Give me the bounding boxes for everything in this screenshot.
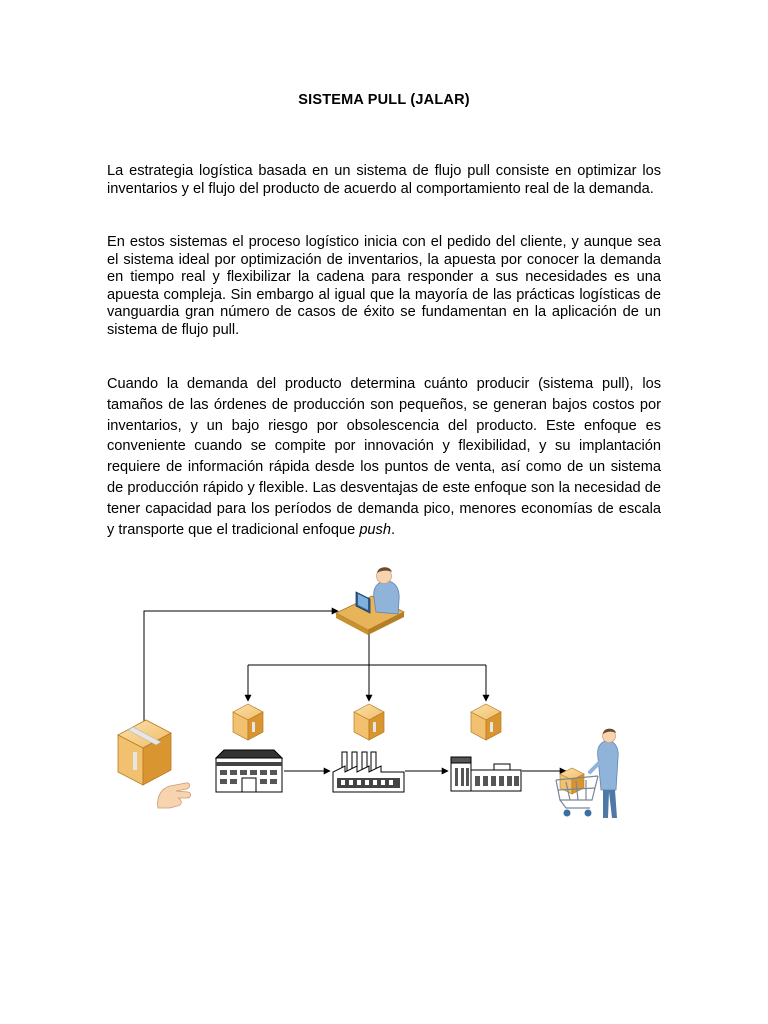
package-icon bbox=[471, 704, 501, 740]
paragraph-process: En estos sistemas el proceso logístico inicia con el pedido del cliente, y aunque sea el sistema ideal por optimización de inventarios, la apuesta por conocer la demanda en tiempo real y flexibilizar la cadena para responder a sus necesidades es una apuesta compleja. Sin embargo al igual que la mayoría de las prácticas logísticas de vanguardia gran número de casos de éxito se fundamentan en la aplicación de un sistema de flujo pull. bbox=[107, 234, 661, 338]
paragraph-advantages-text: Cuando la demanda del producto determina cuánto producir (sistema pull), los tamaños de las órdenes de producción son pequeños, se generan bajos costos por inventarios, y un bajo riesgo por obsolescencia del producto. Este enfoque es conveniente cuando se compite por innovación y flexibilidad, y su implantación requiere de información rápida desde los puntos de venta, así como de un sistema de producción rápido y flexible. Las desventajas de este enfoque son la necesidad de tener capacidad para los períodos de demanda pico, menores economías de escala y transporte que el tradicional enfoque bbox=[107, 376, 661, 538]
package-icon bbox=[118, 720, 171, 785]
package-icon bbox=[233, 704, 263, 740]
push-emphasis: push bbox=[359, 521, 391, 538]
paragraph-advantages-end: . bbox=[390, 521, 396, 538]
warehouse-icon bbox=[216, 750, 282, 792]
paragraph-intro: La estrategia logística basada en un sistema de flujo pull consiste en optimizar los inventarios y el flujo del producto de acuerdo al comportamiento real de la demanda. bbox=[107, 163, 661, 197]
package-icon bbox=[354, 704, 384, 740]
page-title: SISTEMA PULL (JALAR) bbox=[298, 92, 470, 108]
shopping-cart-customer-icon bbox=[556, 729, 618, 818]
distribution-center-icon bbox=[451, 757, 521, 791]
office-worker-icon bbox=[336, 567, 404, 635]
order-line bbox=[144, 611, 338, 724]
pointing-hand-icon bbox=[158, 783, 191, 808]
factory-icon bbox=[333, 752, 404, 792]
flow-lines bbox=[144, 611, 566, 771]
